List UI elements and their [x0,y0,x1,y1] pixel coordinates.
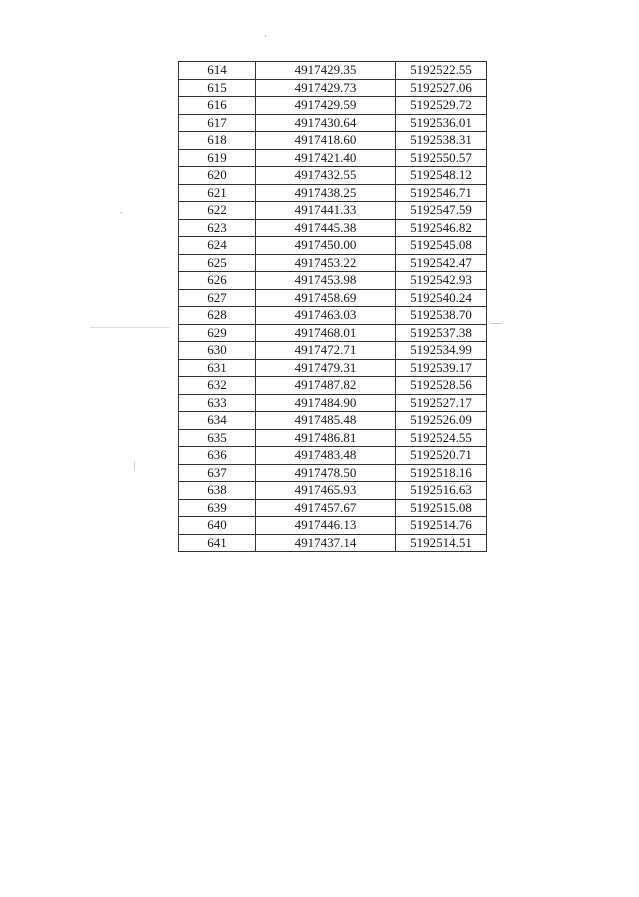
scan-speck [490,323,502,324]
x-coordinate-cell: 4917421.40 [256,149,396,167]
table-row [179,464,487,482]
x-coordinate-cell: 4917429.59 [256,97,396,115]
point-number-cell: 615 [179,79,256,97]
scan-speck [134,462,135,470]
x-coordinate-cell: 4917478.50 [256,464,396,482]
table-row [179,184,487,202]
table-row [179,377,487,395]
point-number-cell: 631 [179,359,256,377]
point-number-cell: 638 [179,482,256,500]
table-row [179,342,487,360]
x-coordinate-cell: 4917418.60 [256,132,396,150]
table-row [179,254,487,272]
x-coordinate-cell: 4917437.14 [256,534,396,552]
table-row [179,272,487,290]
table-row [179,79,487,97]
table-row [179,149,487,167]
point-number-cell: 637 [179,464,256,482]
y-coordinate-cell: 5192542.47 [396,254,487,272]
y-coordinate-cell: 5192546.71 [396,184,487,202]
table-row [179,219,487,237]
y-coordinate-cell: 5192540.24 [396,289,487,307]
point-number-cell: 614 [179,62,256,80]
point-number-cell: 639 [179,499,256,517]
coordinates-table-body [179,62,487,552]
y-coordinate-cell: 5192522.55 [396,62,487,80]
x-coordinate-cell: 4917441.33 [256,202,396,220]
table-row [179,202,487,220]
x-coordinate-cell: 4917457.67 [256,499,396,517]
x-coordinate-cell: 4917465.93 [256,482,396,500]
y-coordinate-cell: 5192518.16 [396,464,487,482]
y-coordinate-cell: 5192547.59 [396,202,487,220]
scan-speck [90,327,170,328]
table-row [179,237,487,255]
table-row [179,167,487,185]
table-row [179,517,487,535]
point-number-cell: 625 [179,254,256,272]
point-number-cell: 628 [179,307,256,325]
scan-speck [120,212,122,213]
x-coordinate-cell: 4917450.00 [256,237,396,255]
y-coordinate-cell: 5192542.93 [396,272,487,290]
y-coordinate-cell: 5192548.12 [396,167,487,185]
point-number-cell: 623 [179,219,256,237]
table-row [179,412,487,430]
point-number-cell: 630 [179,342,256,360]
x-coordinate-cell: 4917486.81 [256,429,396,447]
point-number-cell: 636 [179,447,256,465]
point-number-cell: 621 [179,184,256,202]
point-number-cell: 616 [179,97,256,115]
table-row [179,447,487,465]
point-number-cell: 634 [179,412,256,430]
x-coordinate-cell: 4917458.69 [256,289,396,307]
y-coordinate-cell: 5192534.99 [396,342,487,360]
table-row [179,359,487,377]
x-coordinate-cell: 4917429.35 [256,62,396,80]
x-coordinate-cell: 4917432.55 [256,167,396,185]
table-row [179,429,487,447]
y-coordinate-cell: 5192537.38 [396,324,487,342]
x-coordinate-cell: 4917468.01 [256,324,396,342]
table-row [179,394,487,412]
x-coordinate-cell: 4917485.48 [256,412,396,430]
y-coordinate-cell: 5192527.17 [396,394,487,412]
y-coordinate-cell: 5192538.31 [396,132,487,150]
x-coordinate-cell: 4917445.38 [256,219,396,237]
table-row [179,482,487,500]
point-number-cell: 640 [179,517,256,535]
table-row [179,307,487,325]
table-row [179,97,487,115]
y-coordinate-cell: 5192550.57 [396,149,487,167]
x-coordinate-cell: 4917438.25 [256,184,396,202]
table-row [179,114,487,132]
y-coordinate-cell: 5192514.76 [396,517,487,535]
table-row [179,62,487,80]
x-coordinate-cell: 4917479.31 [256,359,396,377]
x-coordinate-cell: 4917430.64 [256,114,396,132]
x-coordinate-cell: 4917484.90 [256,394,396,412]
table-row [179,289,487,307]
y-coordinate-cell: 5192545.08 [396,237,487,255]
table-row [179,499,487,517]
y-coordinate-cell: 5192514.51 [396,534,487,552]
y-coordinate-cell: 5192546.82 [396,219,487,237]
y-coordinate-cell: 5192526.09 [396,412,487,430]
y-coordinate-cell: 5192524.55 [396,429,487,447]
point-number-cell: 618 [179,132,256,150]
point-number-cell: 619 [179,149,256,167]
table-row [179,132,487,150]
y-coordinate-cell: 5192528.56 [396,377,487,395]
point-number-cell: 633 [179,394,256,412]
x-coordinate-cell: 4917453.22 [256,254,396,272]
scan-speck [265,35,266,37]
y-coordinate-cell: 5192529.72 [396,97,487,115]
y-coordinate-cell: 5192527.06 [396,79,487,97]
x-coordinate-cell: 4917429.73 [256,79,396,97]
point-number-cell: 632 [179,377,256,395]
x-coordinate-cell: 4917463.03 [256,307,396,325]
y-coordinate-cell: 5192520.71 [396,447,487,465]
y-coordinate-cell: 5192536.01 [396,114,487,132]
x-coordinate-cell: 4917487.82 [256,377,396,395]
point-number-cell: 635 [179,429,256,447]
point-number-cell: 617 [179,114,256,132]
point-number-cell: 627 [179,289,256,307]
table-row [179,534,487,552]
y-coordinate-cell: 5192538.70 [396,307,487,325]
x-coordinate-cell: 4917453.98 [256,272,396,290]
table-row [179,324,487,342]
point-number-cell: 624 [179,237,256,255]
point-number-cell: 641 [179,534,256,552]
x-coordinate-cell: 4917483.48 [256,447,396,465]
point-number-cell: 629 [179,324,256,342]
point-number-cell: 626 [179,272,256,290]
y-coordinate-cell: 5192539.17 [396,359,487,377]
point-number-cell: 620 [179,167,256,185]
coordinates-table [178,61,487,552]
y-coordinate-cell: 5192515.08 [396,499,487,517]
x-coordinate-cell: 4917472.71 [256,342,396,360]
y-coordinate-cell: 5192516.63 [396,482,487,500]
x-coordinate-cell: 4917446.13 [256,517,396,535]
point-number-cell: 622 [179,202,256,220]
